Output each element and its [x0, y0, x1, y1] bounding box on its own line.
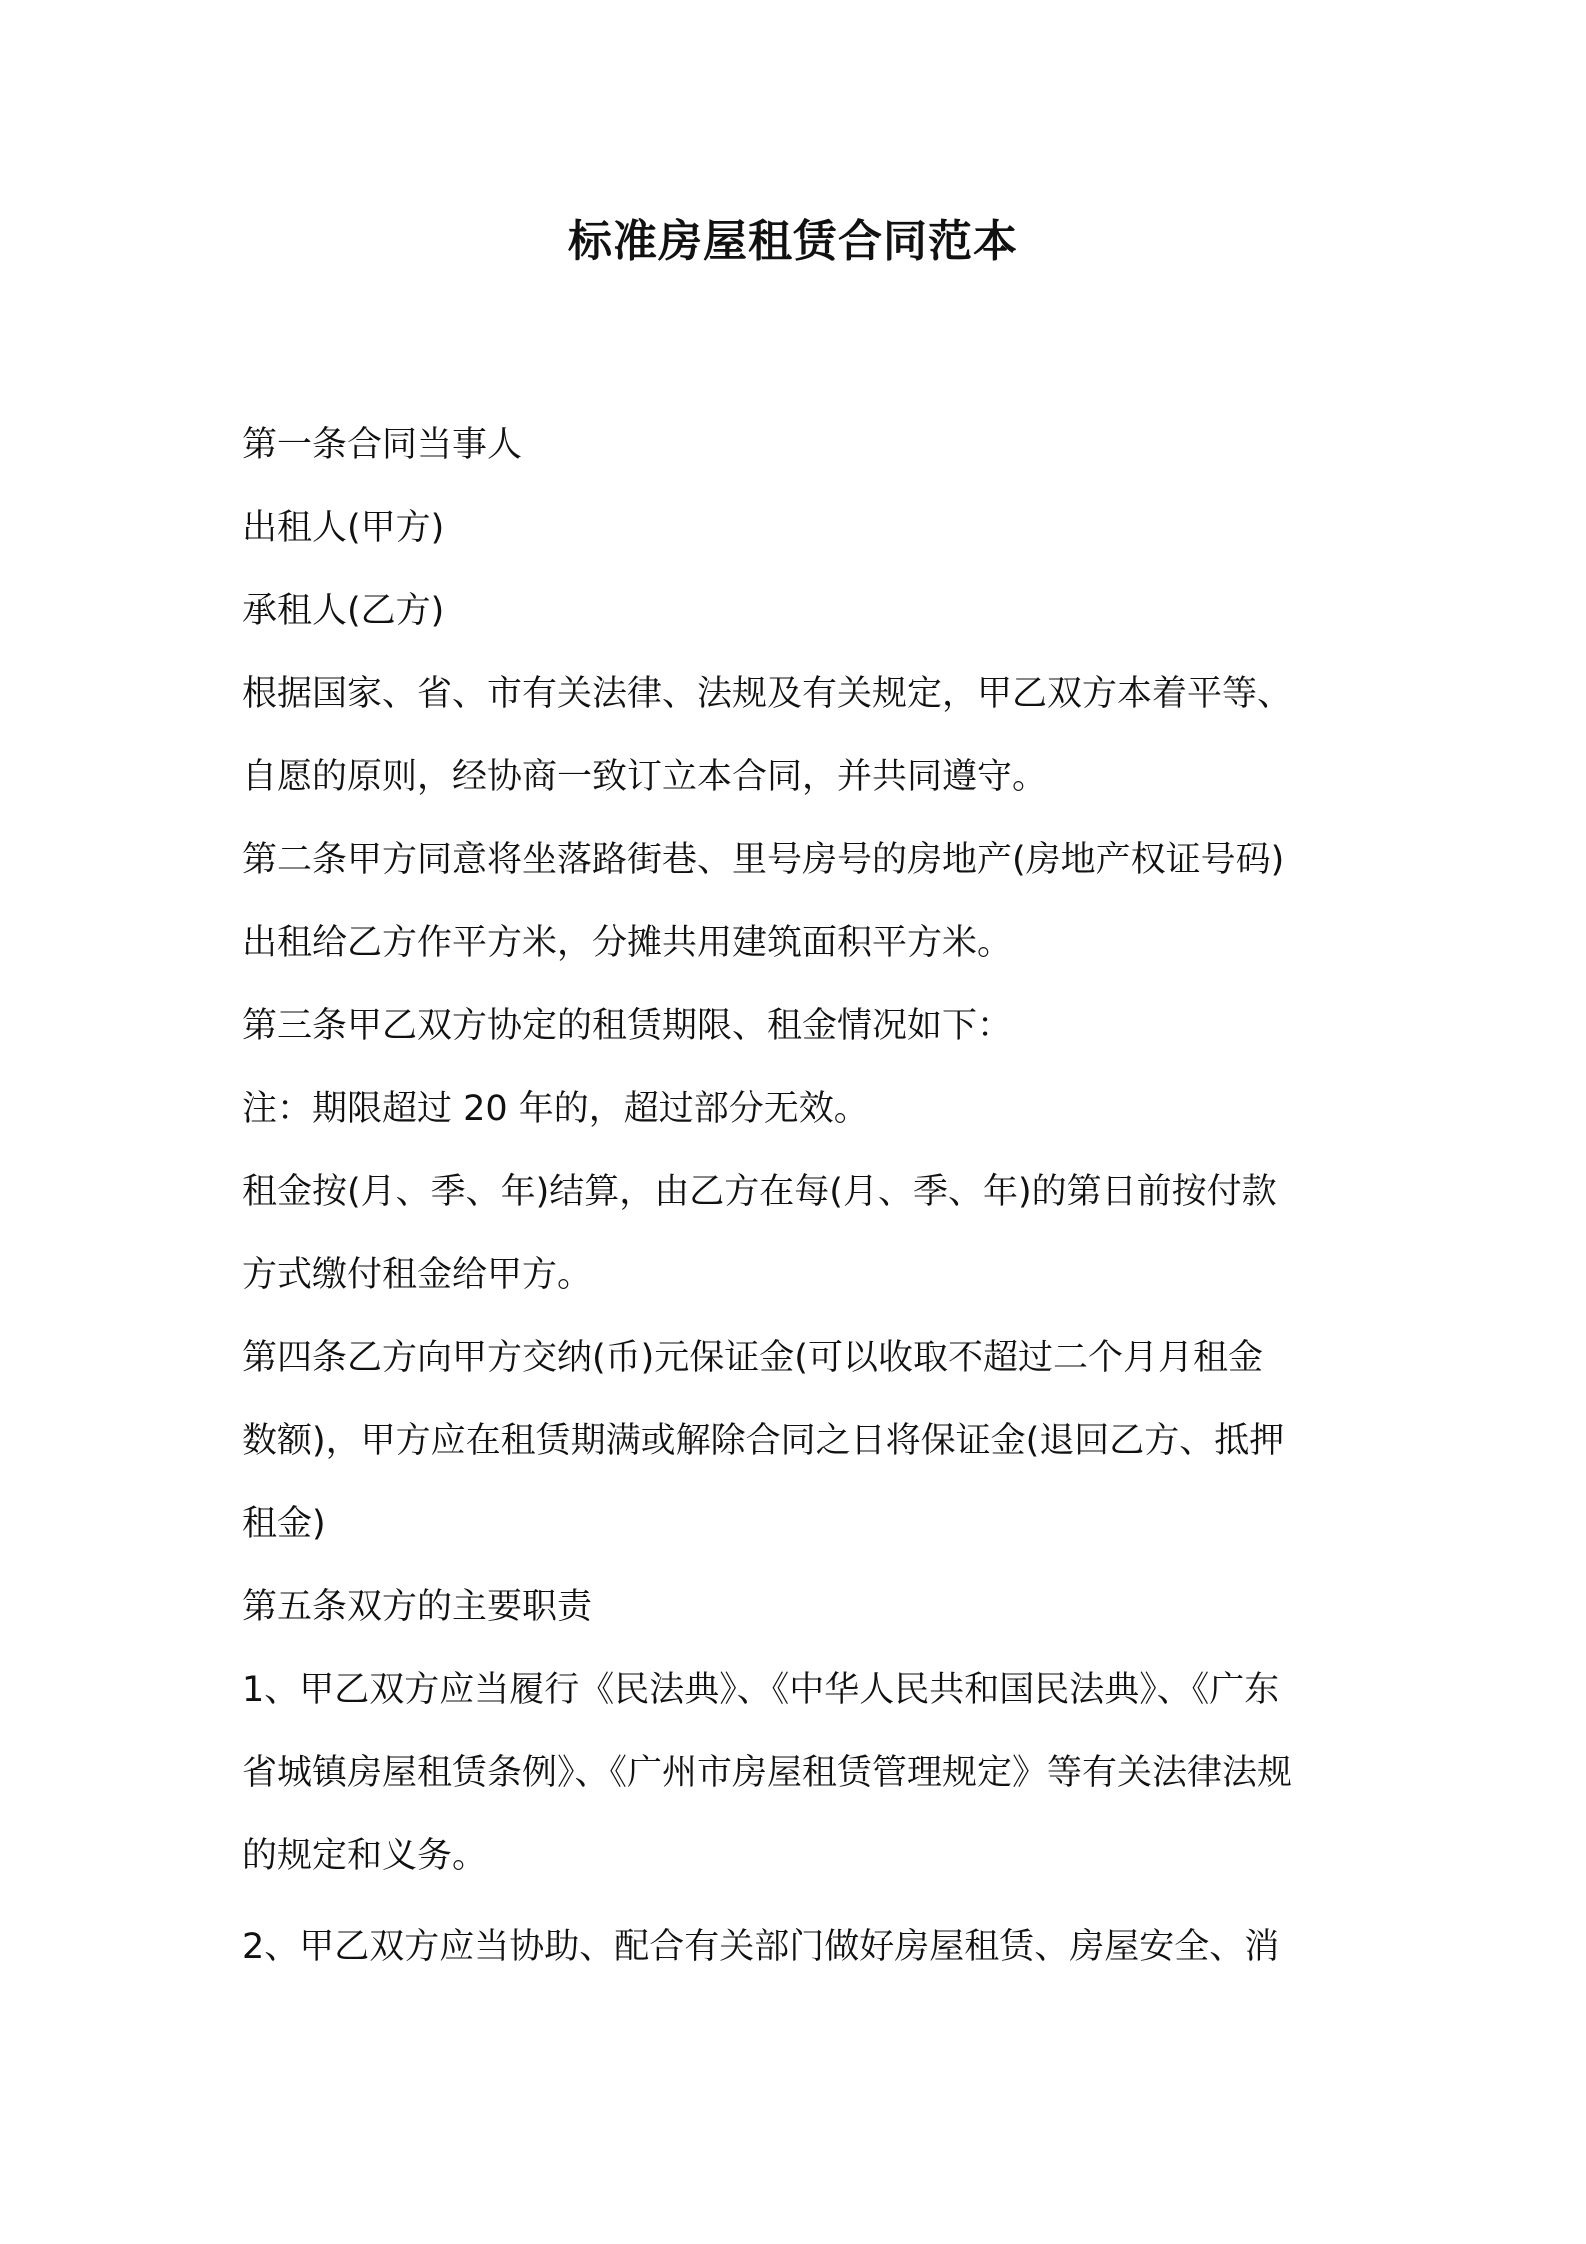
clause-2-line-1: 第二条甲方同意将坐落路街巷、里号房号的房地产(房地产权证号码): [242, 840, 1285, 880]
clause-5-heading: 第五条双方的主要职责: [242, 1587, 593, 1627]
rent-line-2: 方式缴付租金给甲方。: [242, 1255, 593, 1295]
clause-4-line-3: 租金): [242, 1504, 326, 1544]
clause-5-item-2-line-1: 2、甲乙双方应当协助、配合有关部门做好房屋租赁、房屋安全、消: [242, 1927, 1280, 1967]
paragraph-gap: [242, 1898, 1362, 1906]
lessor-line: 出租人(甲方): [242, 508, 445, 548]
clause-5-item-1-line-3: 的规定和义务。: [242, 1836, 488, 1876]
clause-3-note: 注：期限超过 20 年的，超过部分无效。: [242, 1089, 869, 1129]
clause-5-item-1-line-1: 1、甲乙双方应当履行《民法典》、《中华人民共和国民法典》、《广东: [242, 1670, 1280, 1710]
clause-4-line-2: 数额)，甲方应在租赁期满或解除合同之日将保证金(退回乙方、抵押: [242, 1421, 1285, 1461]
preamble-line-2: 自愿的原则，经协商一致订立本合同，并共同遵守。: [242, 757, 1048, 797]
document-title: 标准房屋租赁合同范本: [568, 216, 1018, 267]
clause-4-line-1: 第四条乙方向甲方交纳(币)元保证金(可以收取不超过二个月月租金: [242, 1338, 1263, 1378]
document-body: [242, 404, 1362, 1989]
clause-1-heading: 第一条合同当事人: [242, 425, 523, 465]
lessee-line: 承租人(乙方): [242, 591, 445, 631]
clause-3-heading: 第三条甲乙双方协定的租赁期限、租金情况如下：: [242, 1006, 1013, 1046]
preamble-line-1: 根据国家、省、市有关法律、法规及有关规定，甲乙双方本着平等、: [242, 674, 1293, 714]
clause-2-line-2: 出租给乙方作平方米，分摊共用建筑面积平方米。: [242, 923, 1013, 963]
rent-line-1: 租金按(月、季、年)结算，由乙方在每(月、季、年)的第日前按付款: [242, 1172, 1277, 1212]
clause-5-item-1-line-2: 省城镇房屋租赁条例》、《广州市房屋租赁管理规定》等有关法律法规: [242, 1753, 1293, 1793]
